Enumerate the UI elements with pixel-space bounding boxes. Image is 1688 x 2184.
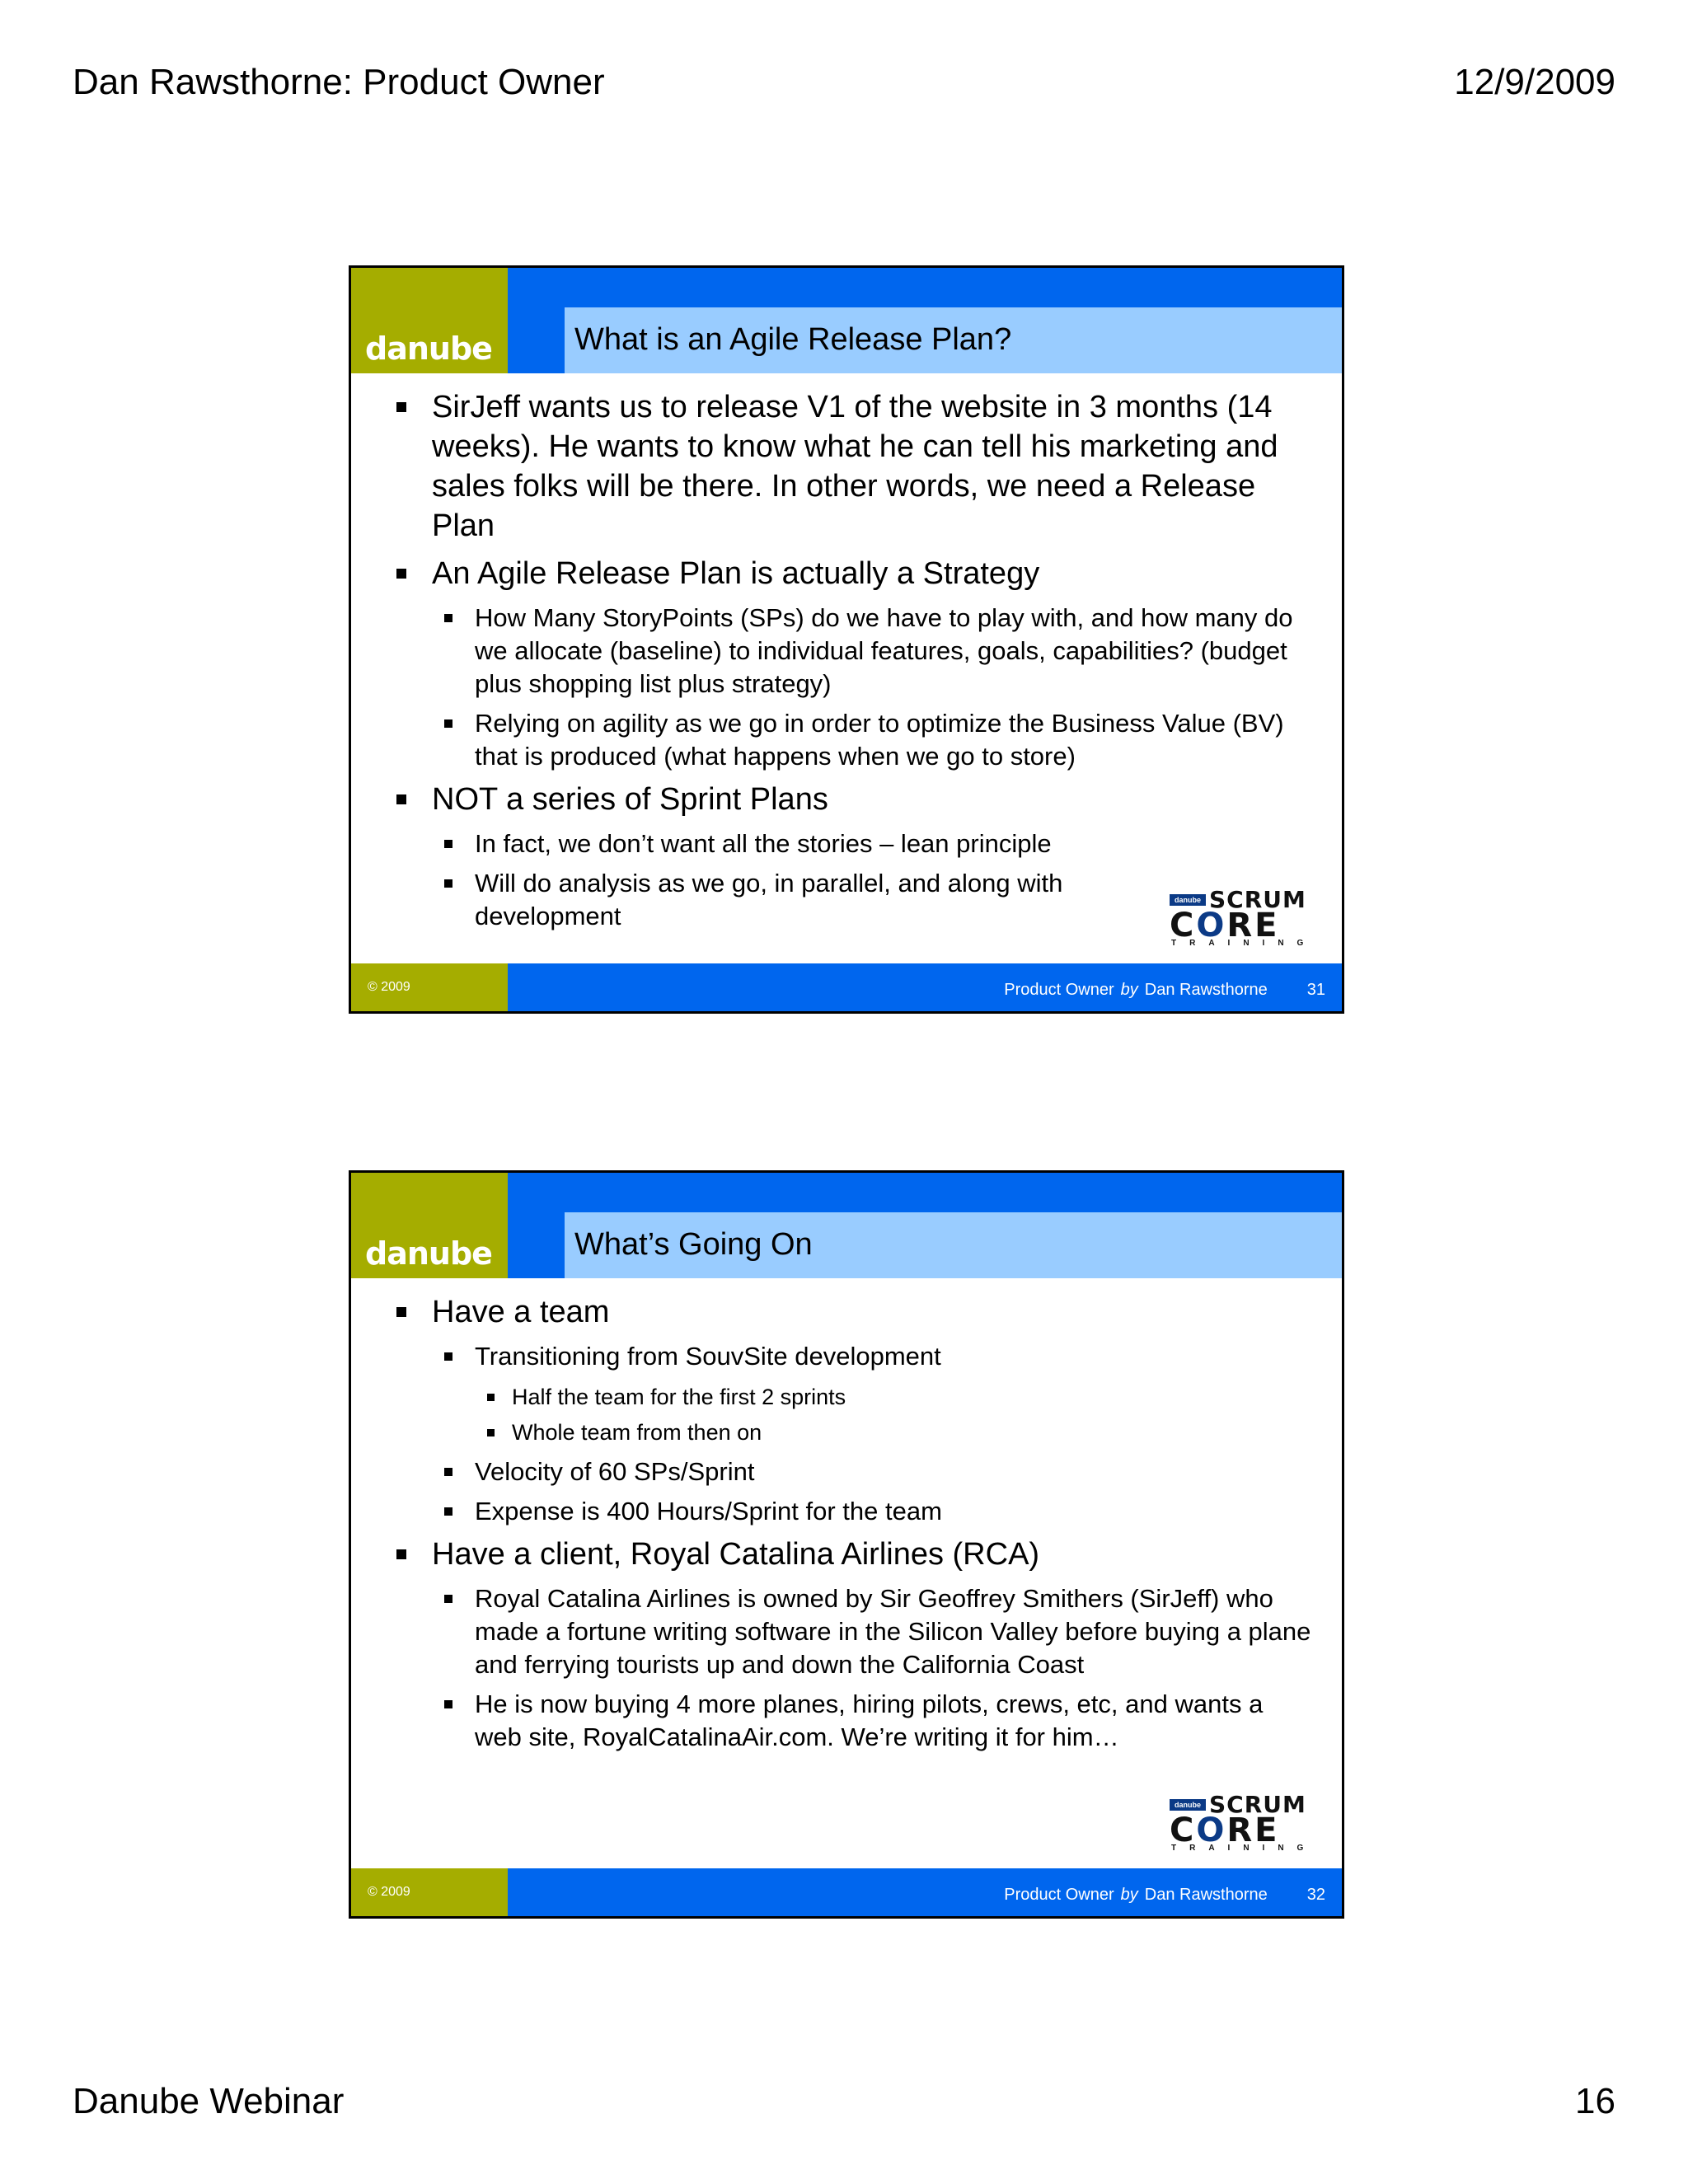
slide-32	[349, 1170, 1344, 1919]
sub-bullet-item: Expense is 400 Hours/Sprint for the team	[388, 1495, 1311, 1528]
slide-body	[388, 1292, 1311, 1760]
logo-scrum-text: SCRUM	[1209, 886, 1306, 913]
scrum-core-training-logo	[1170, 1793, 1320, 1854]
sub-bullet-item: He is now buying 4 more planes, hiring pilots, crews, etc, and wants a web site, RoyalCatalinaAir.com. We’re writing it for him…	[388, 1688, 1311, 1754]
sub-bullet-item: Relying on agility as we go in order to optimize the Business Value (BV) that is produced (what happens when we go to store)	[388, 707, 1311, 773]
page-header-date: 12/9/2009	[1454, 62, 1615, 102]
copyright-text: © 2009	[368, 980, 410, 994]
bullet-item: NOT a series of Sprint Plans	[388, 780, 1311, 819]
bullet-item: Have a team	[388, 1292, 1311, 1332]
slide-header-blue-side	[508, 307, 565, 373]
footer-author: Dan Rawsthorne	[1144, 981, 1268, 999]
slide-31	[349, 265, 1344, 1014]
logo-danube-badge: danube	[1170, 894, 1206, 906]
bullet-item: SirJeff wants us to release V1 of the website in 3 months (14 weeks). He wants to know what he can tell his marketing and sales folks will be there. In other words, we need a Release Plan	[388, 387, 1311, 546]
slide-footer-text	[1004, 980, 1325, 1000]
logo-core-o-letter: O	[1196, 1811, 1227, 1849]
page-header-title: Dan Rawsthorne: Product Owner	[73, 62, 605, 102]
page-footer	[73, 2081, 1615, 2122]
logo-training-text: TRAINING	[1171, 1844, 1317, 1853]
copyright-text: © 2009	[368, 1885, 410, 1899]
sub-bullet-item: Royal Catalina Airlines is owned by Sir Geoffrey Smithers (SirJeff) who made a fortune writing software in the Silicon Valley before buying a plane and ferrying tourists up and down the California Coast	[388, 1582, 1311, 1681]
danube-logo: danube	[365, 330, 492, 367]
sub-bullet-item: How Many StoryPoints (SPs) do we have to play with, and how many do we allocate (baseline) to individual features, goals, capabilities? (budget plus shopping list plus strategy)	[388, 602, 1311, 701]
slide-title: What is an Agile Release Plan?	[574, 322, 1012, 357]
sub-bullet-item: Velocity of 60 SPs/Sprint	[388, 1455, 1311, 1488]
logo-scrum-text: SCRUM	[1209, 1791, 1306, 1818]
footer-by: by	[1120, 1886, 1138, 1904]
sub-sub-bullet-item: Whole team from then on	[388, 1415, 1311, 1451]
footer-by: by	[1120, 981, 1138, 999]
scrum-core-training-logo	[1170, 888, 1320, 949]
slide-footer-text	[1004, 1885, 1325, 1905]
page-footer-title: Danube Webinar	[73, 2081, 345, 2121]
slide-header-blue-bar	[508, 1173, 1342, 1212]
sub-sub-bullet-item: Half the team for the first 2 sprints	[388, 1380, 1311, 1415]
slide-header-blue-bar	[508, 268, 1342, 307]
footer-course: Product Owner	[1004, 981, 1114, 999]
page-header	[73, 62, 1615, 103]
footer-course: Product Owner	[1004, 1886, 1114, 1904]
bullet-item: Have a client, Royal Catalina Airlines (RCA)	[388, 1535, 1311, 1574]
logo-core-text: CORE	[1170, 1811, 1280, 1849]
danube-logo: danube	[365, 1235, 492, 1272]
slide-header-blue-side	[508, 1212, 565, 1278]
page-number: 16	[1575, 2081, 1615, 2121]
sub-bullet-item: Transitioning from SouvSite development	[388, 1340, 1311, 1373]
logo-danube-badge: danube	[1170, 1799, 1206, 1811]
sub-bullet-item: In fact, we don’t want all the stories – lean principle	[388, 827, 1311, 860]
bullet-item: An Agile Release Plan is actually a Strategy	[388, 554, 1311, 593]
slide-title: What’s Going On	[574, 1227, 813, 1262]
logo-core-o-letter: O	[1196, 907, 1227, 944]
slide-number: 31	[1306, 981, 1325, 999]
logo-core-text: CORE	[1170, 907, 1280, 944]
footer-author: Dan Rawsthorne	[1144, 1886, 1268, 1904]
slide-number: 32	[1306, 1886, 1325, 1904]
logo-training-text: TRAINING	[1171, 939, 1317, 948]
sub-bullet-item: Will do analysis as we go, in parallel, and along with development	[388, 867, 1184, 933]
